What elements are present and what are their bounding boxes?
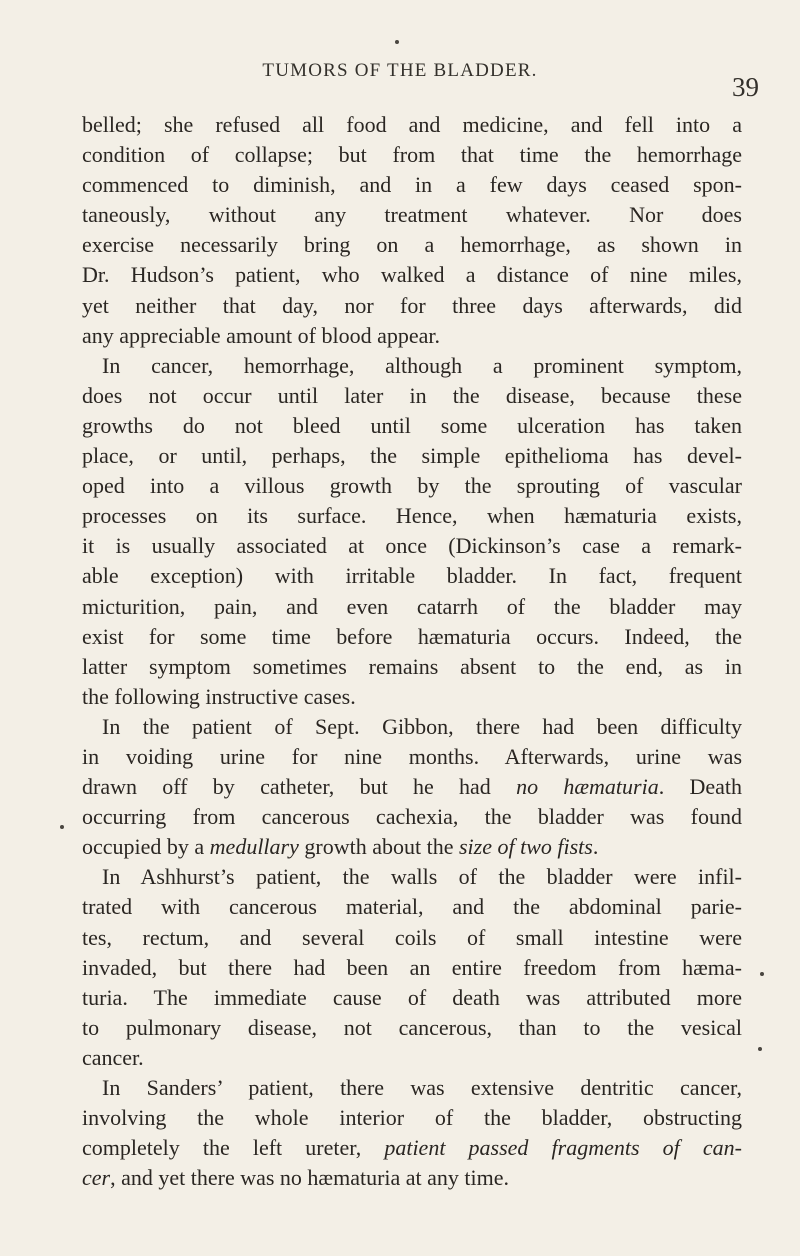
print-speck [60,825,64,829]
text-line: oped into a villous growth by the sprouting of vascular [82,473,742,499]
text-line: growths do not bleed until some ulceration has taken [82,412,742,438]
print-speck [758,1047,762,1051]
text-line: exist for some time before hæmaturia occurs. Indeed, the [82,623,742,649]
print-speck [395,40,399,44]
text-line: micturition, pain, and even catarrh of the bladder may [82,593,742,619]
running-title: TUMORS OF THE BLADDER. [262,60,538,81]
page-number: 39 [732,72,759,102]
text-line: any appreciable amount of blood appear. [82,322,440,348]
text-line: exercise necessarily bring on a hemorrhage, as shown in [82,232,742,258]
italic-text: patient passed fragments of can- [384,1135,742,1161]
paragraph-start: In cancer, hemorrhage, although a prominent symptom, [102,352,742,378]
italic-text: size of two fists [458,834,593,860]
text-line: taneously, without any treatment whatever. Nor does [82,202,742,228]
text-line: commenced to diminish, and in a few days ceased spon- [82,172,742,198]
italic-text: medullary [209,834,299,860]
paragraph-start: In the patient of Sept. Gibbon, there had been difficulty [102,713,742,739]
paragraph-start: In Sanders’ patient, there was extensive dentritic cancer, [102,1075,742,1100]
text-line: latter symptom sometimes remains absent to the end, as in [82,653,742,679]
print-speck [760,972,764,976]
text-line: does not occur until later in the disease, because these [82,382,742,408]
text-line: processes on its surface. Hence, when hæmaturia exists, [82,503,742,529]
text-line: the following instructive cases. [82,683,356,709]
text-line: belled; she refused all food and medicine, and fell into a [82,112,742,137]
paragraph-start: In Ashhurst’s patient, the walls of the bladder were infil- [102,864,742,890]
italic-text: no hæmaturia [516,774,659,800]
text-line: to pulmonary disease, not cancerous, than to the vesical [82,1014,742,1040]
text-line: condition of collapse; but from that time the hemorrhage [82,142,742,168]
text-line: involving the whole interior of the bladder, obstructing [82,1105,742,1131]
text-line: cancer. [82,1044,144,1070]
text-line: able exception) with irritable bladder. In fact, frequent [82,563,742,589]
text-line: trated with cancerous material, and the abdominal parie- [82,894,742,920]
text-line: turia. The immediate cause of death was attributed more [82,984,742,1010]
text-line: cer, and yet there was no hæmaturia at any time. [82,1165,510,1191]
text-line: drawn off by catheter, but he had no hæmaturia. Death [82,774,743,800]
text-line: tes, rectum, and several coils of small intestine were [82,924,742,950]
text-line: it is usually associated at once (Dickinson’s case a remark- [82,533,742,559]
italic-text: cer [82,1165,111,1191]
text-line: occurring from cancerous cachexia, the bladder was found [82,804,742,830]
text-line: invaded, but there had been an entire freedom from hæma- [82,954,742,980]
text-line: occupied by a medullary growth about the size of two fists. [82,834,599,860]
body-text [82,110,742,1193]
text-line: place, or until, perhaps, the simple epithelioma has devel- [82,443,742,469]
text-line: yet neither that day, nor for three days afterwards, did [82,292,742,318]
text-line: Dr. Hudson’s patient, who walked a distance of nine miles, [82,262,742,288]
text-line: in voiding urine for nine months. Afterwards, urine was [82,743,742,769]
text-line: completely the left ureter, patient passed fragments of can- [82,1135,742,1161]
